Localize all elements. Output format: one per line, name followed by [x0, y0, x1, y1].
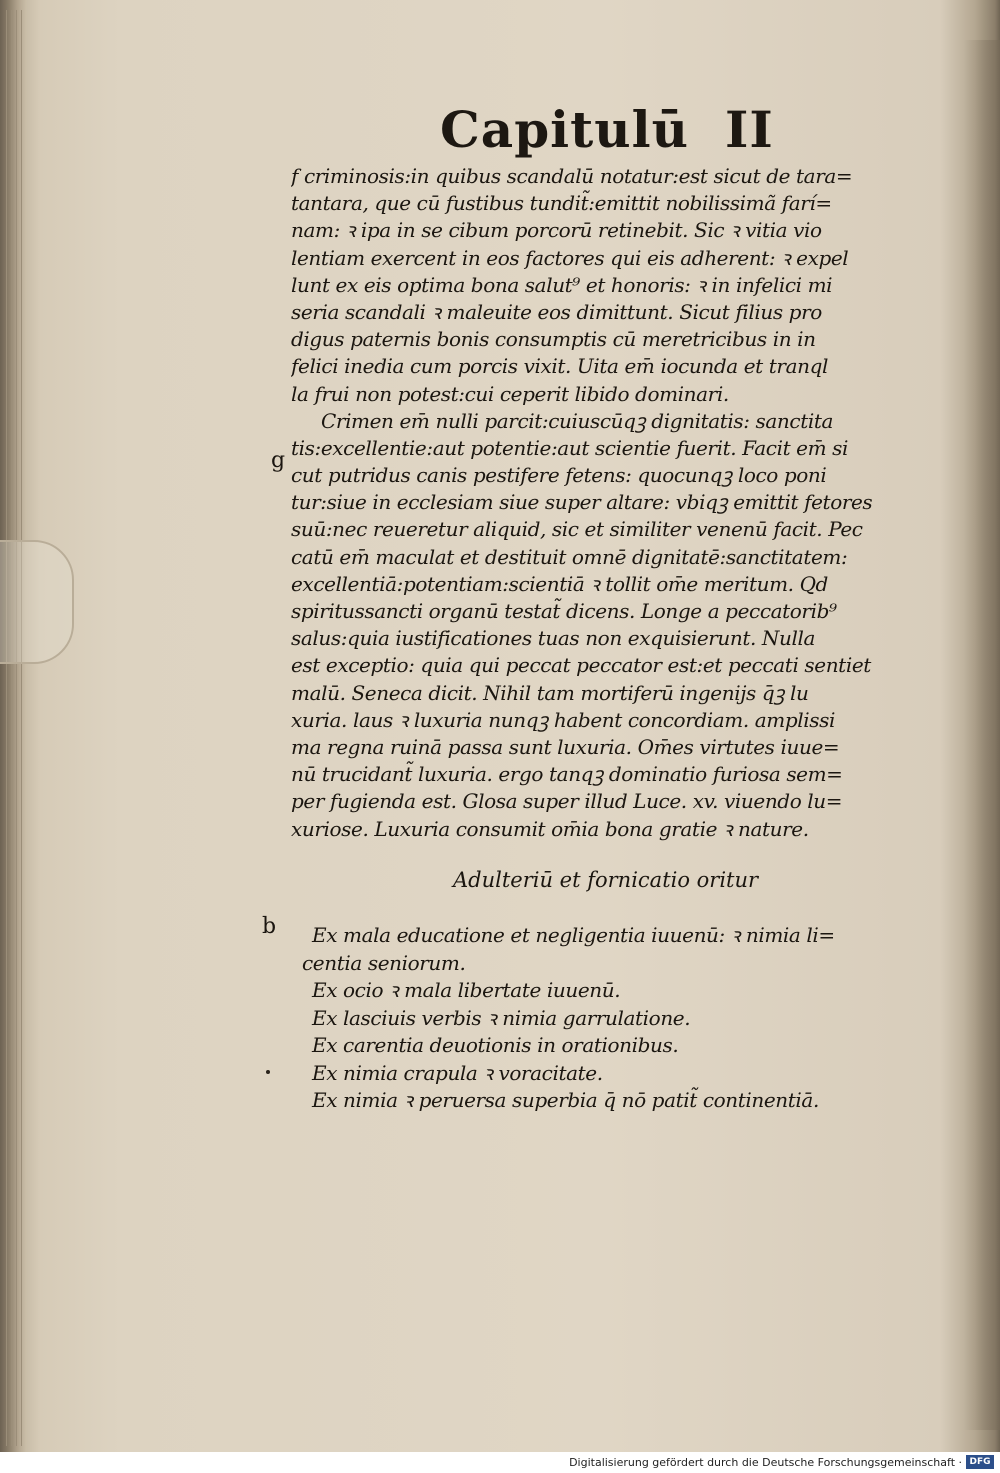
list-item: Ex ocio ꝛ mala libertate iuuenū. — [312, 978, 621, 1002]
text-line: xuria. laus ꝛ luxuria nunqꝫ habent concordiam. amplissi — [291, 707, 835, 732]
marginal-letter-b: b — [262, 914, 277, 939]
text-line: suū:nec reueretur aliquid, sic et similiter venenū facit. Pec — [291, 517, 863, 542]
text-line: per fugienda est. Glosa super illud Luce. xv. viuendo lu= — [291, 789, 843, 814]
text-line: malū. Seneca dicit. Nihil tam mortiferū ingenijs q̄ꝫ lu — [291, 680, 809, 705]
list-item: Ex nimia crapula ꝛ voracitate. — [312, 1060, 603, 1085]
text-line: spiritussancti organū testat̃ dicens. Longe a peccatorib⁹ — [291, 599, 837, 623]
text-line: cut putridus canis pestifere fetens: quocunqꝫ loco poni — [291, 463, 827, 488]
chapter-numeral: II — [724, 100, 774, 159]
main-text-block — [291, 163, 891, 843]
ink-speck — [266, 1070, 270, 1074]
book-gutter-shadow — [964, 40, 1000, 1430]
text-line: excellentiā:potentiam:scientiā ꝛ tollit om̄e meritum. Qd — [291, 571, 828, 596]
page-clip — [0, 540, 74, 664]
text-line: lunt ex eis optima bona salut⁹ et honoris: ꝛ in infelici mi — [291, 272, 833, 297]
list-item: Ex lasciuis verbis ꝛ nimia garrulatione. — [312, 1005, 691, 1030]
chapter-word: Capitulū — [440, 100, 689, 159]
text-line: la frui non potest:cui ceperit libido dominari. — [291, 381, 729, 406]
text-line: lentiam exercent in eos factores qui eis adherent: ꝛ expel — [291, 245, 849, 270]
dfg-logo: DFG — [966, 1455, 994, 1469]
list-item: Ex nimia ꝛ peruersa superbia q̄ nō patit̃ continentiā. — [312, 1088, 819, 1112]
text-line: nū trucidant̃ luxuria. ergo tanqꝫ dominatio furiosa sem= — [291, 762, 843, 787]
text-line: salus:quia iustificationes tuas non exquisierunt. Nulla — [291, 626, 816, 651]
text-line: est exceptio: quia qui peccat peccator est:et peccati sentiet — [291, 653, 871, 678]
text-line: ma regna ruinā passa sunt luxuria. Om̄es virtutes iuue= — [291, 734, 840, 759]
list-item-continuation: centia seniorum. — [302, 950, 466, 975]
footer-credit: Digitalisierung gefördert durch die Deutsche Forschungsgemeinschaft · — [569, 1456, 962, 1469]
text-line: Crimen em̄ nulli parcit:cuiuscūqꝫ dignitatis: sanctita — [321, 408, 834, 433]
text-line: felici inedia cum porcis vixit. Uita em̄ iocunda et tranql — [291, 354, 828, 379]
list-item: Ex mala educatione et negligentia iuuenū: ꝛ nimia li= — [312, 923, 835, 947]
text-line: seria scandali ꝛ maleuite eos dimittunt. Sicut filius pro — [291, 299, 822, 324]
text-line: nam: ꝛ ipa in se cibum porcorū retinebit. Sic ꝛ vitia vio — [291, 218, 822, 243]
text-line: tantara, que cū fustibus tundit̃:emittit nobilissimã farí= — [291, 191, 832, 216]
text-line: tis:excellentie:aut potentie:aut scientie fuerit. Facit em̄ si — [291, 435, 848, 460]
chapter-heading — [440, 100, 774, 159]
text-line: xuriose. Luxuria consumit om̄ia bona gratie ꝛ nature. — [291, 816, 809, 841]
causes-list — [302, 922, 872, 1115]
text-line: f criminosis:in quibus scandalū notatur:est sicut de tara= — [291, 164, 853, 188]
section-subheading: Adulteriū et fornicatio oritur — [453, 868, 759, 892]
text-line: tur:siue in ecclesiam siue super altare: vbiqꝫ emittit fetores — [291, 490, 873, 515]
list-item: Ex carentia deuotionis in orationibus. — [312, 1033, 679, 1057]
marginal-letter-g: g — [271, 448, 286, 473]
book-page-edges — [0, 0, 30, 1452]
text-line: catū em̄ maculat et destituit omnē dignitatē:sanctitatem: — [291, 544, 848, 569]
digitization-footer — [0, 1452, 1000, 1473]
text-line: digus paternis bonis consumptis cū meretricibus in in — [291, 327, 816, 352]
